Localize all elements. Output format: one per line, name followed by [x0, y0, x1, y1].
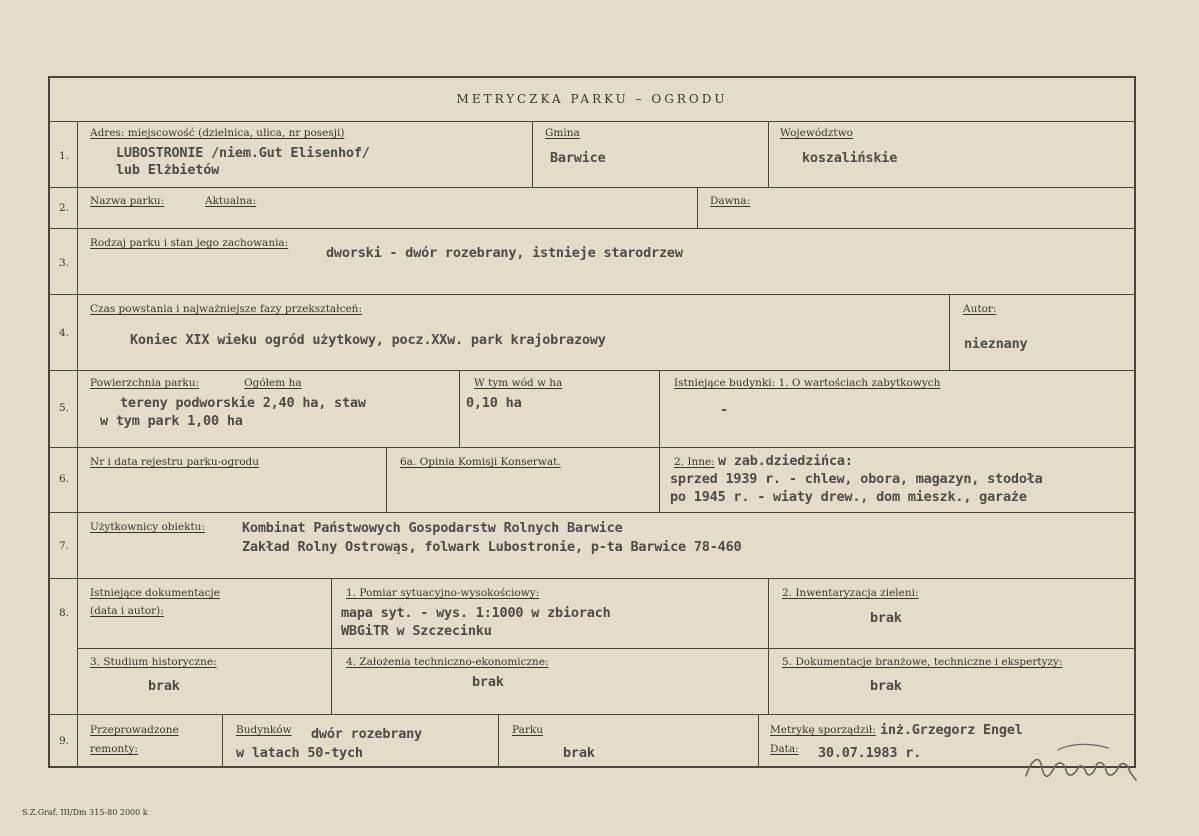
row-number: 2.	[58, 202, 70, 214]
address-value-line1: LUBOSTRONIE /niem.Gut Elisenhof/	[116, 145, 370, 161]
users-label: Użytkownicy obiektu:	[90, 521, 205, 533]
park-renov-value: brak	[563, 745, 595, 761]
cell-divider	[331, 578, 332, 714]
buildings-renov-value-1: dwór rozebrany	[311, 726, 422, 742]
survey-value-line2: WBGiTR w Szczecinku	[341, 623, 492, 639]
register-label: Nr i data rejestru parku-ogrodu	[90, 456, 260, 468]
row-number: 9.	[58, 735, 70, 747]
gmina-label: Gmina	[545, 127, 580, 139]
park-renov-label: Parku	[512, 724, 543, 736]
renovations-label-2: remonty:	[90, 743, 138, 755]
number-column-divider	[77, 121, 78, 768]
survey-label: 1. Pomiar sytuacyjno-wysokościowy:	[346, 587, 540, 599]
row-number: 8.	[58, 607, 70, 619]
date-value: 30.07.1983 r.	[818, 745, 922, 761]
renovations-label-1: Przeprowadzone	[90, 724, 179, 736]
other-buildings-label: 2. Inne:	[674, 456, 715, 468]
author-label: Autor:	[963, 303, 997, 315]
other-buildings-line1: w zab.dziedzińca:	[718, 453, 853, 469]
buildings-renov-value-2: w latach 50-tych	[236, 745, 363, 761]
prepared-by-label: Metrykę sporządził:	[770, 724, 876, 736]
documentation-label-1: Istniejące dokumentacje	[90, 587, 220, 599]
date-label: Data:	[770, 743, 799, 755]
sector-docs-label: 5. Dokumentacje branżowe, techniczne i ekspertyzy:	[782, 656, 1063, 668]
cell-divider	[222, 714, 223, 768]
area-label: Powierzchnia parku:	[90, 377, 200, 389]
cell-divider	[659, 447, 660, 512]
water-area-value: 0,10 ha	[466, 395, 522, 411]
row-divider	[48, 578, 1136, 579]
row-number: 3.	[58, 257, 70, 269]
opinion-label: 6a. Opinia Komisji Konserwat.	[400, 456, 561, 468]
address-label: Adres: miejscowość (dzielnica, ulica, nr posesji)	[90, 127, 345, 139]
cell-divider	[949, 294, 950, 370]
row-number: 5.	[58, 402, 70, 414]
signature-image	[1018, 738, 1148, 790]
voivodeship-value: koszalińskie	[802, 150, 898, 166]
park-type-label: Rodzaj parku i stan jego zachowania:	[90, 237, 289, 249]
row-number: 6.	[58, 473, 70, 485]
buildings-label: Istniejące budynki: 1. O wartościach zabytkowych	[674, 377, 941, 389]
row-number: 4.	[58, 327, 70, 339]
tech-econ-label: 4. Założenia techniczno-ekonomiczne:	[346, 656, 549, 668]
cell-divider	[459, 370, 460, 447]
water-area-label: W tym wód w ha	[474, 377, 563, 389]
buildings-renov-label: Budynków	[236, 724, 292, 736]
form-footer: S.Z.Graf. III/Dm 315-80 2000 k	[22, 808, 148, 817]
row-divider	[48, 187, 1136, 188]
area-value-line1: tereny podworskie 2,40 ha, staw	[120, 395, 366, 411]
voivodeship-label: Województwo	[780, 127, 853, 139]
row-divider	[48, 121, 1136, 122]
row-divider	[48, 714, 1136, 715]
park-type-value: dworski - dwór rozebrany, istnieje starodrzew	[326, 245, 683, 261]
area-value-line2: w tym park 1,00 ha	[100, 413, 243, 429]
history-label: Czas powstania i najważniejsze fazy przekształceń:	[90, 303, 362, 315]
other-buildings-line2: sprzed 1939 r. - chlew, obora, magazyn, stodoła	[670, 471, 1043, 487]
row-divider	[78, 648, 1136, 649]
row-divider	[48, 370, 1136, 371]
tech-econ-value: brak	[472, 674, 504, 690]
current-name-label: Aktualna:	[205, 195, 257, 207]
form-title: METRYCZKA PARKU – OGRODU	[456, 92, 728, 106]
cell-divider	[498, 714, 499, 768]
documentation-label-2: (data i autor):	[90, 605, 164, 617]
greenery-inventory-value: brak	[870, 610, 902, 626]
users-value-line2: Zakład Rolny Ostrowąs, folwark Lubostronie, p-ta Barwice 78-460	[242, 539, 742, 555]
cell-divider	[659, 370, 660, 447]
row-divider	[48, 512, 1136, 513]
buildings-value: -	[720, 402, 728, 418]
history-study-value: brak	[148, 678, 180, 694]
row-divider	[48, 447, 1136, 448]
cell-divider	[697, 187, 698, 228]
park-name-label: Nazwa parku:	[90, 195, 165, 207]
survey-value-line1: mapa syt. - wys. 1:1000 w zbiorach	[341, 605, 611, 621]
cell-divider	[758, 714, 759, 768]
cell-divider	[386, 447, 387, 512]
former-name-label: Dawna:	[710, 195, 751, 207]
author-value: nieznany	[964, 336, 1028, 352]
cell-divider	[768, 121, 769, 187]
other-buildings-line3: po 1945 r. - wiaty drew., dom mieszk., garaże	[670, 489, 1027, 505]
cell-divider	[768, 578, 769, 714]
row-number: 7.	[58, 540, 70, 552]
prepared-by-value: inż.Grzegorz Engel	[880, 722, 1023, 738]
history-value: Koniec XIX wieku ogród użytkowy, pocz.XXw. park krajobrazowy	[130, 332, 606, 348]
greenery-inventory-label: 2. Inwentaryzacja zieleni:	[782, 587, 919, 599]
row-number: 1.	[58, 150, 70, 162]
gmina-value: Barwice	[550, 150, 606, 166]
address-value-line2: lub Elżbietów	[116, 162, 220, 178]
users-value-line1: Kombinat Państwowych Gospodarstw Rolnych Barwice	[242, 520, 623, 536]
row-divider	[48, 228, 1136, 229]
row-divider	[48, 294, 1136, 295]
sector-docs-value: brak	[870, 678, 902, 694]
history-study-label: 3. Studium historyczne:	[90, 656, 217, 668]
total-ha-label: Ogółem ha	[244, 377, 302, 389]
cell-divider	[532, 121, 533, 187]
